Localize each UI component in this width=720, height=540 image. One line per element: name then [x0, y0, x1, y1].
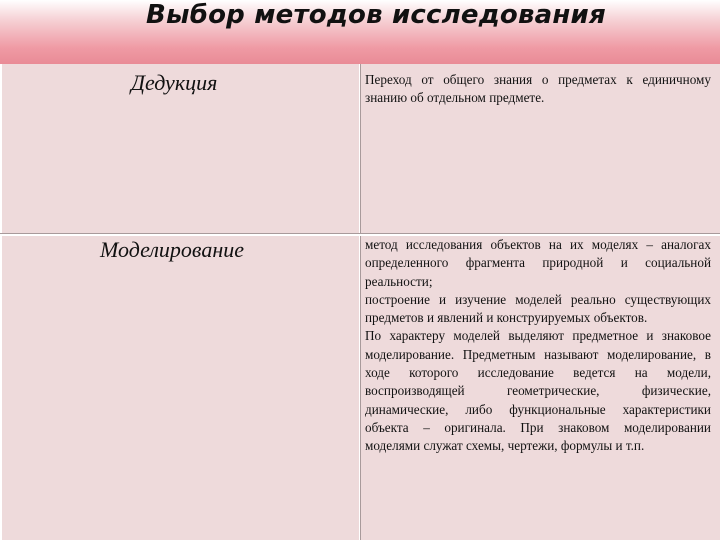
- description-paragraph: построение и изучение моделей реально существующих предметов и явлений и конструируемых объектов.: [365, 291, 711, 326]
- term-deduction: Дедукция: [131, 70, 218, 95]
- term-modeling: Моделирование: [100, 237, 245, 262]
- title-bar: [0, 0, 720, 64]
- column-divider: [359, 64, 361, 540]
- description-deduction: [365, 71, 711, 108]
- description-paragraph: По характеру моделей выделяют предметное и знаковое моделирование. Предметным называют моделирование, в ходе которого исследование ведется на модели, воспроизводящей геометрические, физические, динамические, либо функциональные характеристики объекта – оригинала. При знаковом моделировании моделями служат схемы, чертежи, формулы и т.п.: [365, 328, 711, 454]
- description-modeling: [365, 236, 711, 456]
- description-paragraph: Переход от общего знания о предметах к единичному знанию об отдельном предмете.: [365, 72, 711, 106]
- slide-title: Выбор методов исследования: [146, 0, 606, 30]
- table-left-border: [0, 64, 2, 540]
- description-paragraph: метод исследования объектов на их моделях – аналогах определенного фрагмента природной и социальной реальности;: [365, 237, 711, 289]
